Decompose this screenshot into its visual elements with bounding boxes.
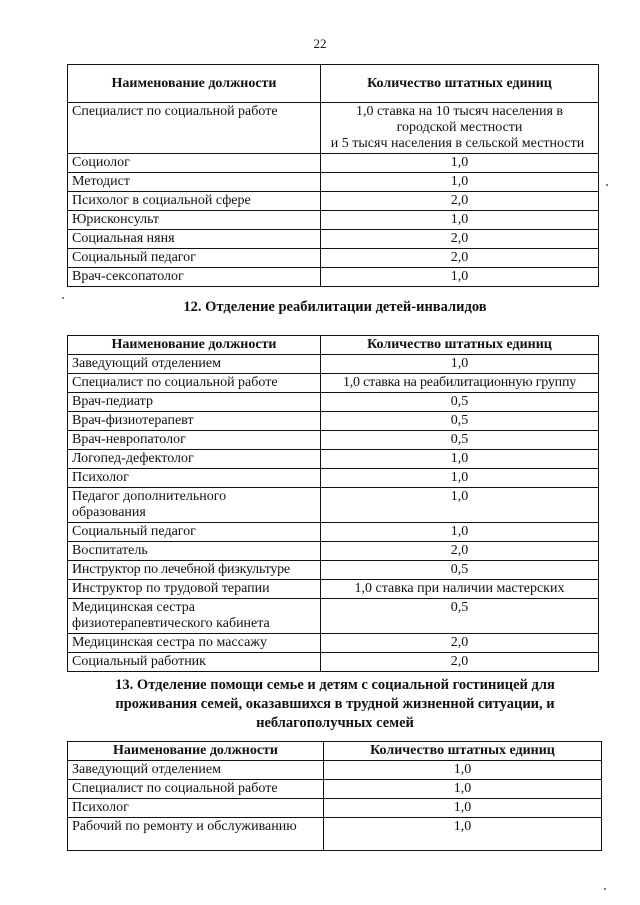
quantity-cell: 1,0 ставка на реабилитационную группу [321, 374, 599, 393]
table-row [68, 173, 599, 192]
position-cell: Заведующий отделением [68, 355, 321, 374]
table-row [68, 154, 599, 173]
table-header-row [68, 336, 599, 355]
position-cell: Юрисконсульт [68, 211, 321, 230]
position-cell: Врач-физиотерапевт [68, 412, 321, 431]
section-13-table [67, 741, 602, 851]
table-row [68, 249, 599, 268]
table-row [68, 393, 599, 412]
staff-table-continued [67, 64, 599, 287]
table-header-row [68, 742, 602, 761]
position-cell: Психолог [68, 799, 324, 818]
position-cell: Социолог [68, 154, 321, 173]
table-row [68, 355, 599, 374]
quantity-line: городской местности [396, 120, 523, 135]
position-cell: Специалист по социальной работе [68, 374, 321, 393]
table-row [68, 818, 602, 851]
quantity-column-header: Количество штатных единиц [324, 742, 602, 761]
position-cell: Специалист по социальной работе [68, 780, 324, 799]
position-line: физиотерапевтического кабинета [72, 616, 270, 631]
quantity-cell: 1,0 [321, 173, 599, 192]
quantity-cell: 2,0 [321, 634, 599, 653]
quantity-cell: 1,0 [321, 154, 599, 173]
quantity-cell: 2,0 [321, 653, 599, 672]
table-row [68, 211, 599, 230]
quantity-cell: 1,0 ставка при наличии мастерских [321, 580, 599, 599]
quantity-cell: 1,0 [324, 780, 602, 799]
position-column-header: Наименование должности [68, 336, 321, 355]
table-row [68, 374, 599, 393]
position-cell: Психолог в социальной сфере [68, 192, 321, 211]
quantity-cell: 1,0 [321, 488, 599, 523]
quantity-cell: 2,0 [321, 230, 599, 249]
position-cell: Специалист по социальной работе [68, 103, 321, 154]
section-12-table [67, 335, 599, 672]
scan-speck [62, 297, 64, 299]
position-line: образования [72, 505, 146, 520]
position-cell: Заведующий отделением [68, 761, 324, 780]
quantity-cell: 2,0 [321, 542, 599, 561]
table-row [68, 523, 599, 542]
quantity-cell: 1,0 [321, 268, 599, 287]
section-13-title-line: неблагополучных семей [256, 715, 414, 731]
position-cell: Воспитатель [68, 542, 321, 561]
quantity-cell: 1,0 [321, 469, 599, 488]
position-cell: Социальный работник [68, 653, 321, 672]
position-cell: Медицинская сестра по массажу [68, 634, 321, 653]
quantity-column-header: Количество штатных единиц [321, 336, 599, 355]
quantity-cell [321, 103, 599, 154]
table-row [68, 542, 599, 561]
position-cell: Врач-сексопатолог [68, 268, 321, 287]
position-cell: Психолог [68, 469, 321, 488]
position-cell: Рабочий по ремонту и обслуживанию [68, 818, 324, 851]
quantity-column-header: Количество штатных единиц [321, 65, 599, 103]
table-row [68, 780, 602, 799]
table-row [68, 561, 599, 580]
scan-speck [606, 184, 608, 186]
position-cell: Инструктор по трудовой терапии [68, 580, 321, 599]
table-row [68, 268, 599, 287]
position-cell: Социальный педагог [68, 249, 321, 268]
table-row [68, 412, 599, 431]
quantity-cell: 2,0 [321, 249, 599, 268]
table-row [68, 488, 599, 523]
section-13-title-line: 13. Отделение помощи семье и детям с социальной гостиницей для [115, 677, 555, 693]
quantity-cell: 1,0 [324, 818, 602, 851]
position-line: Педагог дополнительного [72, 489, 227, 504]
quantity-line: 1,0 ставка на 10 тысяч населения в [355, 104, 564, 119]
position-line: Медицинская сестра [72, 600, 196, 615]
section-13-title [60, 676, 610, 733]
table-row [68, 799, 602, 818]
quantity-cell: 1,0 [321, 450, 599, 469]
table-row [68, 634, 599, 653]
table-row [68, 103, 599, 154]
position-cell: Социальная няня [68, 230, 321, 249]
quantity-cell: 0,5 [321, 412, 599, 431]
position-cell [68, 488, 321, 523]
section-12-title: 12. Отделение реабилитации детей-инвалидов [183, 299, 487, 315]
table-header-row [68, 65, 599, 103]
quantity-cell: 1,0 [321, 355, 599, 374]
position-column-header: Наименование должности [68, 742, 324, 761]
position-column-header: Наименование должности [68, 65, 321, 103]
quantity-cell: 0,5 [321, 561, 599, 580]
quantity-cell: 1,0 [321, 523, 599, 542]
quantity-cell: 1,0 [324, 799, 602, 818]
table-row [68, 469, 599, 488]
quantity-cell: 1,0 [324, 761, 602, 780]
position-cell: Социальный педагог [68, 523, 321, 542]
section-13-title-line: проживания семей, оказавшихся в трудной жизненной ситуации, и [115, 696, 555, 712]
page-number: 22 [313, 36, 327, 51]
table-row [68, 450, 599, 469]
quantity-cell: 2,0 [321, 192, 599, 211]
table-row [68, 580, 599, 599]
position-cell: Логопед-дефектолог [68, 450, 321, 469]
position-cell: Инструктор по лечебной физкультуре [68, 561, 321, 580]
quantity-cell: 0,5 [321, 393, 599, 412]
position-cell [68, 599, 321, 634]
quantity-cell: 1,0 [321, 211, 599, 230]
table-row [68, 761, 602, 780]
quantity-cell: 0,5 [321, 599, 599, 634]
position-cell: Врач-невропатолог [68, 431, 321, 450]
position-cell: Методист [68, 173, 321, 192]
table-row [68, 192, 599, 211]
position-cell: Врач-педиатр [68, 393, 321, 412]
table-row [68, 230, 599, 249]
quantity-line: и 5 тысяч населения в сельской местности [330, 136, 585, 151]
quantity-cell: 0,5 [321, 431, 599, 450]
table-row [68, 431, 599, 450]
table-row [68, 599, 599, 634]
scan-speck [604, 888, 606, 890]
table-row [68, 653, 599, 672]
